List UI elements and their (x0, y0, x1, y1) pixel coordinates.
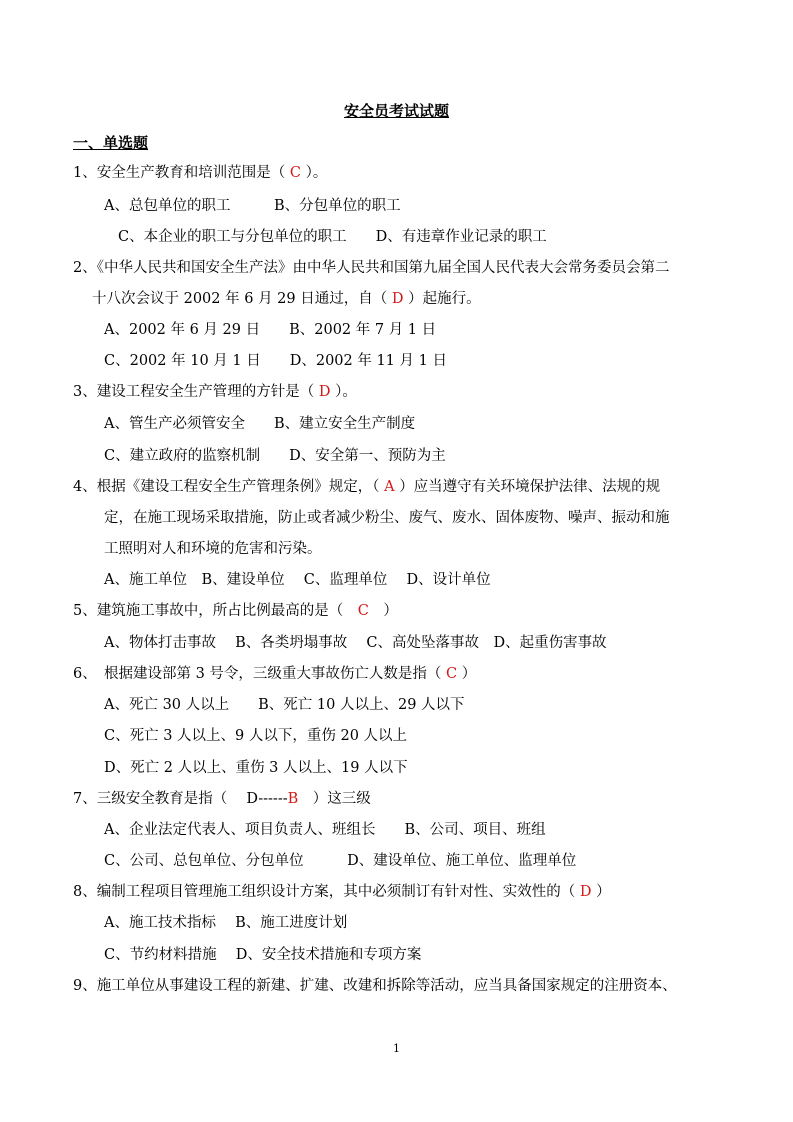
question-8-options-2: C、节约材料措施 D、安全技术措施和专项方案 (104, 947, 422, 963)
question-4-stem: 4、根据《建设工程安全生产管理条例》规定，（ A ）应当遵守有关环境保护法律、法规的规 (73, 479, 661, 495)
question-7-options-1: A、企业法定代表人、项目负责人、班组长 B、公司、项目、班组 (104, 822, 546, 838)
answer-mark: D (387, 291, 409, 307)
answer-mark: C (357, 603, 369, 619)
question-6-options-3: D、死亡 2 人以上、重伤 3 人以上、19 人以下 (104, 760, 408, 776)
question-1-options-1: A、总包单位的职工 B、分包单位的职工 (104, 198, 401, 214)
question-1-stem: 1、安全生产教育和培训范围是（ C ）。 (73, 165, 328, 181)
section-heading: 一、单选题 (73, 134, 149, 152)
question-8-stem: 8、编制工程项目管理施工组织设计方案，其中必须制订有针对性、实效性的（ D ） (73, 884, 611, 900)
question-6-options-2: C、死亡 3 人以上、9 人以下，重伤 20 人以上 (104, 728, 408, 744)
question-4-stem-cont-1: 定，在施工现场采取措施，防止或者减少粉尘、废气、废水、固体废物、噪声、振动和施 (104, 510, 670, 526)
question-5-stem: 5、建筑施工事故中，所占比例最高的是（ C ） (73, 603, 398, 619)
question-7-options-2: C、公司、总包单位、分包单位 D、建设单位、施工单位、监理单位 (104, 853, 577, 869)
question-2-stem: 2、《中华人民共和国安全生产法》由中华人民共和国第九届全国人民代表大会常务委员会第二 (73, 260, 670, 276)
page-title: 安全员考试试题 (343, 102, 449, 120)
answer-mark: B (287, 791, 299, 807)
question-2-options-1: A、2002 年 6 月 29 日 B、2002 年 7 月 1 日 (104, 322, 437, 338)
question-3-stem: 3、建设工程安全生产管理的方针是（ D ）。 (73, 384, 357, 400)
question-8-options-1: A、施工技术指标 B、施工进度计划 (104, 915, 348, 931)
question-6-options-1: A、死亡 30 人以上 B、死亡 10 人以上、29 人以下 (104, 697, 465, 713)
answer-mark: D (314, 384, 336, 400)
page-number: 1 (393, 1042, 400, 1055)
question-4-stem-cont-2: 工照明对人和环境的危害和污染。 (104, 541, 322, 557)
question-2-options-2: C、2002 年 10 月 1 日 D、2002 年 11 月 1 日 (104, 353, 447, 369)
question-6-stem: 6、 根据建设部第 3 号令，三级重大事故伤亡人数是指（ C ） (73, 666, 477, 682)
question-2-stem-cont: 十八次会议于 2002 年 6 月 29 日通过，自（ D ）起施行。 (92, 291, 481, 307)
answer-mark: C (441, 666, 462, 682)
question-7-stem: 7、三级安全教育是指（ D------B ）这三级 (73, 791, 371, 807)
question-1-options-2: C、本企业的职工与分包单位的职工 D、有违章作业记录的职工 (118, 229, 547, 245)
answer-mark: C (285, 165, 306, 181)
question-3-options-1: A、管生产必须管安全 B、建立安全生产制度 (104, 416, 416, 432)
question-4-options-1: A、施工单位 B、建设单位 C、监理单位 D、设计单位 (104, 572, 491, 588)
question-9-stem: 9、施工单位从事建设工程的新建、扩建、改建和拆除等活动，应当具备国家规定的注册资本、 (73, 978, 677, 994)
answer-mark: A (379, 479, 400, 495)
question-5-options-1: A、物体打击事故 B、各类坍塌事故 C、高处坠落事故 D、起重伤害事故 (104, 635, 607, 651)
question-3-options-2: C、建立政府的监察机制 D、安全第一、预防为主 (104, 448, 446, 464)
answer-mark: D (575, 884, 597, 900)
